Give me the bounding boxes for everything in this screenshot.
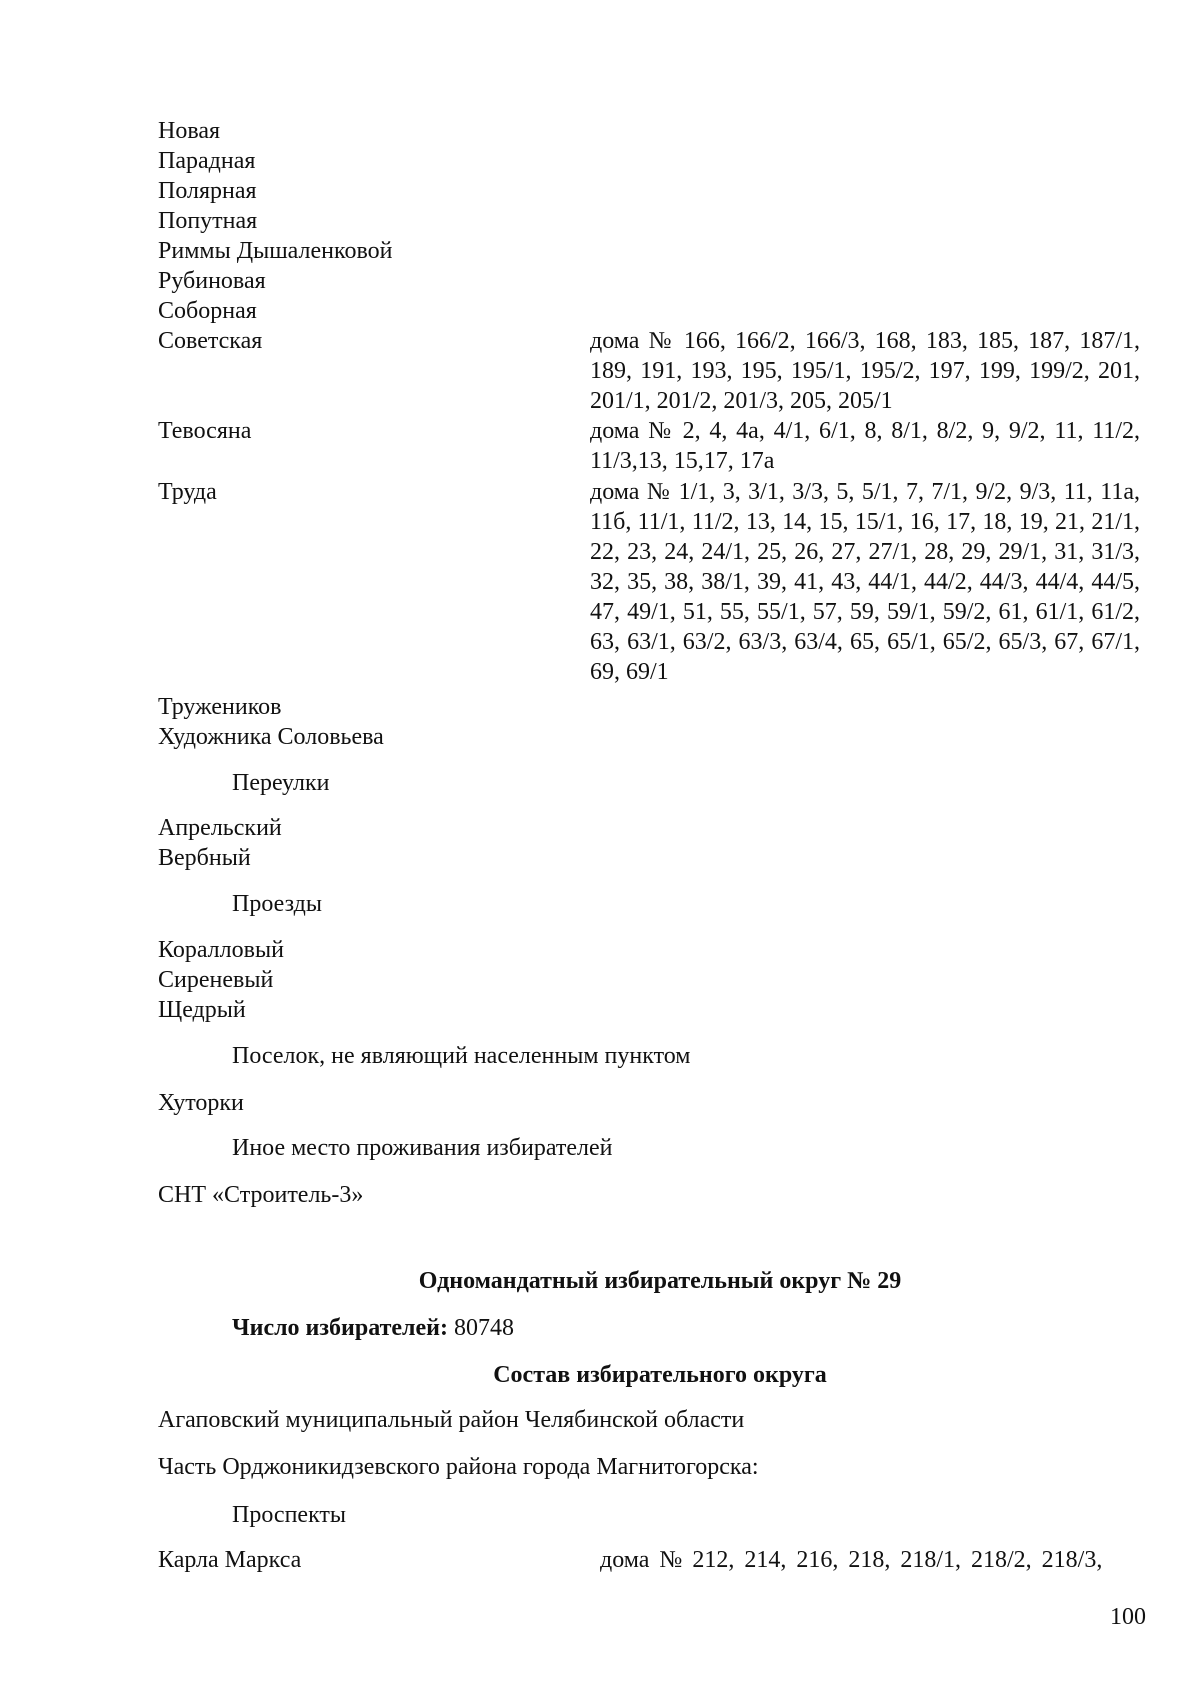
street-name: Риммы Дышаленковой <box>158 238 393 264</box>
street-sovetskaya-name: Советская <box>158 328 263 354</box>
street-truda-name: Труда <box>158 479 217 505</box>
district-line-1: Агаповский муниципальный район Челябинской области <box>158 1407 745 1433</box>
street-name: Новая <box>158 118 221 144</box>
street-name: Попутная <box>158 208 258 234</box>
voters-count-line <box>232 1313 514 1343</box>
street-name: Полярная <box>158 178 257 204</box>
lanes-heading: Переулки <box>232 770 330 796</box>
street-sovetskaya-houses: дома № 166, 166/2, 166/3, 168, 183, 185, 187, 187/1, 189, 191, 193, 195, 195/1, 195/2, 197, 199, 199/2, 201, 201/1, 201/2, 201/3, 205, 205/1 <box>590 328 1140 414</box>
settlement-heading: Поселок, не являющий населенным пунктом <box>232 1043 691 1069</box>
other-place-heading: Иное место проживания избирателей <box>232 1135 613 1161</box>
street-truda-houses: дома № 1/1, 3, 3/1, 3/3, 5, 5/1, 7, 7/1, 9/2, 9/3, 11, 11а, 11б, 11/1, 11/2, 13, 14, 15, 15/1, 16, 17, 18, 19, 21, 21/1, 22, 23, 24, 24/1, 25, 26, 27, 27/1, 28, 29, 29/1, 31, 31/3, 32, 35, 38, 38/1, 39, 41, 43, 44/1, 44/2, 44/3, 44/4, 44/5, 47, 49/1, 51, 55, 55/1, 57, 59, 59/1, 59/2, 61, 61/1, 61/2, 63, 63/1, 63/2, 63/3, 63/4, 65, 65/1, 65/2, 65/3, 67, 67/1, 69, 69/1 <box>590 479 1140 685</box>
voters-label: Число избирателей: <box>232 1315 448 1341</box>
street-name: Рубиновая <box>158 268 266 294</box>
avenues-heading: Проспекты <box>232 1502 347 1528</box>
passage-name: Коралловый <box>158 937 284 963</box>
voters-value: 80748 <box>453 1315 514 1341</box>
street-tevosyana-name: Тевосяна <box>158 418 252 444</box>
settlement-name: Хуторки <box>158 1090 244 1116</box>
street-name: Парадная <box>158 148 256 174</box>
district-line-2: Часть Орджоникидзевского района города Магнитогорска: <box>158 1454 759 1480</box>
composition-heading: Состав избирательного округа <box>493 1362 827 1388</box>
lane-name: Апрельский <box>158 815 282 841</box>
avenue-karla-marksa-name: Карла Маркса <box>158 1547 302 1573</box>
passage-name: Сиреневый <box>158 967 274 993</box>
street-name: Соборная <box>158 298 257 324</box>
page-number: 100 <box>1110 1604 1146 1630</box>
passages-heading: Проезды <box>232 891 322 917</box>
lane-name: Вербный <box>158 845 251 871</box>
street-name: Тружеников <box>158 694 282 720</box>
avenue-karla-marksa-houses: дома № 212, 214, 216, 218, 218/1, 218/2, 218/3, <box>600 1547 1103 1573</box>
passage-name: Щедрый <box>158 997 246 1023</box>
street-tevosyana-houses: дома № 2, 4, 4а, 4/1, 6/1, 8, 8/1, 8/2, 9, 9/2, 11, 11/2, 11/3,13, 15,17, 17а <box>590 418 1140 474</box>
street-name: Художника Соловьева <box>158 724 384 750</box>
district-title: Одномандатный избирательный округ № 29 <box>418 1268 902 1294</box>
other-place-name: СНТ «Строитель-3» <box>158 1182 364 1208</box>
